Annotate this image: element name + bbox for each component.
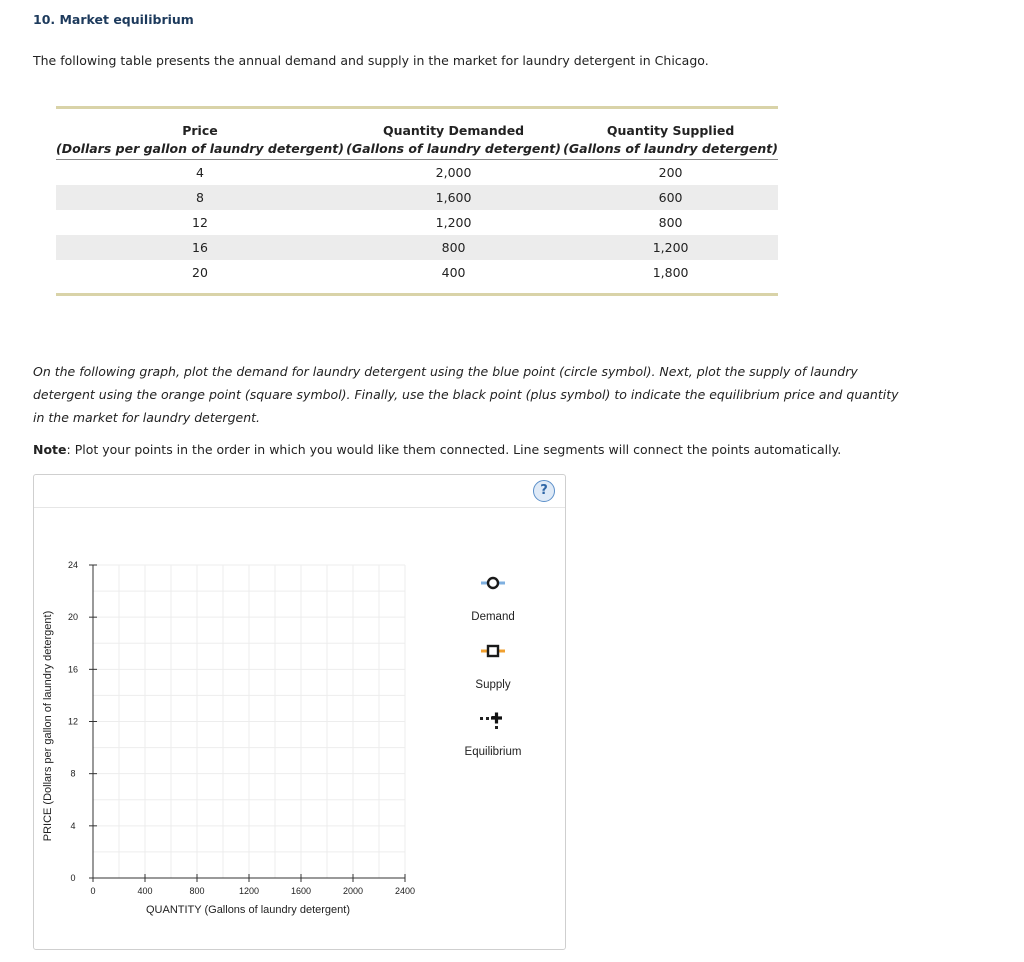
quantity-demanded-cell: 400 [441,265,466,280]
quantity-supplied-cell: 1,200 [563,235,778,260]
header-supplied-unit: (Gallons of laundry detergent) [563,138,778,160]
quantity-demanded-cell: 1,600 [344,185,563,210]
square-point-icon [488,646,498,656]
market-table [56,106,778,296]
demand-tool[interactable] [481,578,505,588]
x-axis-title: QUANTITY (Gallons of laundry detergent) [146,904,350,916]
legend-label-supply: Supply [475,679,511,691]
quantity-supplied-cell: 1,800 [652,265,689,280]
instructions-text: On the following graph, plot the demand for laundry detergent using the blue point (circle symbol). Next, plot the supply of laundry detergent using the orange point (square symbol). Finally, use the black point (plus symbol) to indicate the equilibrium price and quantity in the market for laundry detergent. [33,364,899,425]
graph-panel [33,474,566,950]
x-tick-label: 1600 [290,886,312,896]
header-quantity-demanded: Quantity Demanded [382,123,525,138]
note-text [33,442,841,457]
quantity-demanded-cell: 800 [344,235,563,260]
note-body: : Plot your points in the order in which you would like them connected. Line segments will connect the points automatically. [66,442,842,457]
table-row [56,235,778,260]
table-row [56,210,778,235]
equilibrium-dot-icon [480,717,483,720]
axis-layer [68,560,415,896]
header-price-unit: (Dollars per gallon of laundry detergent) [56,138,344,160]
y-tick-label: 0 [70,873,76,883]
question-heading: 10. Market equilibrium [33,12,194,27]
help-button[interactable]: ? [533,480,555,502]
table-row [56,185,778,210]
supply-tool[interactable] [481,646,505,656]
legend-label-equilibrium: Equilibrium [464,746,522,758]
quantity-supplied-cell: 200 [658,165,683,180]
header-price: Price [182,123,218,138]
x-tick-label: 400 [137,886,153,896]
x-tick-label: 800 [189,886,205,896]
x-tick-label: 0 [90,886,96,896]
x-tick-label: 1200 [238,886,260,896]
y-tick-label: 20 [67,612,79,623]
circle-point-icon [488,578,498,588]
intro-text: The following table presents the annual demand and supply in the market for laundry detergent in Chicago. [33,53,709,68]
note-label: Note [33,442,67,457]
y-tick-label: 24 [67,560,79,570]
table-bottom-rule [56,293,778,296]
header-quantity-supplied: Quantity Supplied [606,123,735,138]
x-tick-label: 2000 [342,886,364,896]
grid-layer [93,565,405,878]
table-row [56,160,778,186]
price-cell: 20 [192,265,208,280]
equilibrium-tool[interactable] [480,713,502,730]
table-row [56,260,778,285]
plus-point-icon [491,713,502,724]
y-axis-title: PRICE (Dollars per gallon of laundry detergent) [42,610,54,842]
price-cell: 8 [56,185,344,210]
y-tick-label: 16 [67,664,79,675]
quantity-supplied-cell: 800 [658,215,683,230]
plot-area[interactable] [34,475,565,949]
quantity-demanded-cell: 2,000 [435,165,472,180]
quantity-demanded-cell: 1,200 [435,215,472,230]
quantity-supplied-cell: 600 [563,185,778,210]
header-demanded-unit: (Gallons of laundry detergent) [344,138,563,160]
price-cell: 16 [56,235,344,260]
price-cell: 4 [195,165,204,180]
y-tick-label: 12 [67,716,79,727]
equilibrium-dot-icon [486,717,489,720]
equilibrium-dot-icon [495,726,498,729]
x-tick-label: 2400 [394,886,416,896]
legend-label-demand: Demand [471,611,515,623]
y-tick-label: 4 [70,820,76,831]
price-cell: 12 [192,215,208,230]
y-tick-label: 8 [70,768,76,779]
